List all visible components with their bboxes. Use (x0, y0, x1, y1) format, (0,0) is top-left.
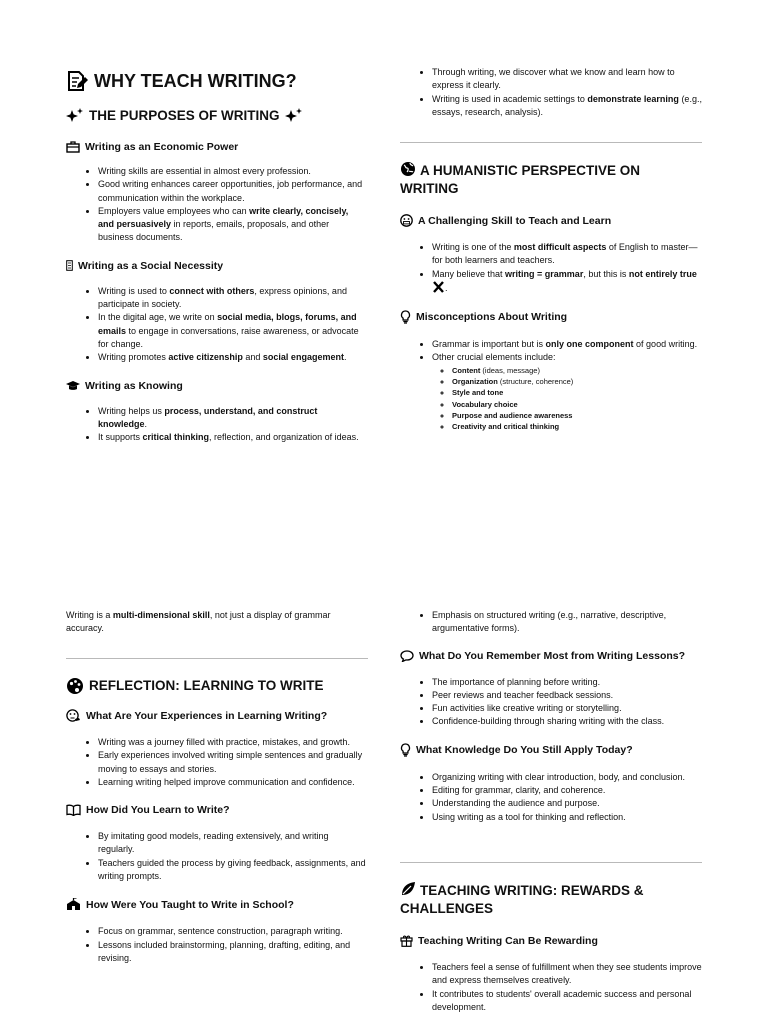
list-item: • Lessons included brainstorming, planning, drafting, editing, and revising. (98, 939, 366, 966)
list-item: • Writing helps us process, understand, and construct knowledge. (98, 405, 366, 432)
social-list (66, 285, 366, 365)
list-item: • Writing promotes active citizenship and social engagement. (98, 351, 366, 364)
list-item: • Peer reviews and teacher feedback sessions. (432, 689, 702, 702)
school-icon (66, 898, 81, 911)
knowledge-heading: What Knowledge Do You Still Apply Today? (400, 743, 702, 757)
list-item: • The importance of planning before writing. (432, 676, 702, 689)
list-item: • In the digital age, we write on social media, blogs, forums, and emails to engage in conversations, raise awareness, or advocate for change. (98, 311, 366, 351)
artist-palette-icon (66, 677, 84, 695)
list-item: • Understanding the audience and purpose. (432, 797, 702, 810)
list-item: • Writing skills are essential in almost every profession. (98, 165, 366, 178)
misconceptions-list (400, 338, 702, 432)
graduation-cap-icon (66, 380, 80, 392)
speech-bubble-icon (400, 650, 414, 662)
cross-mark-icon (432, 281, 445, 293)
section-divider (400, 862, 702, 863)
list-item: • Using writing as a tool for thinking and reflection. (432, 811, 702, 824)
purposes-heading: THE PURPOSES OF WRITING (66, 107, 366, 125)
list-item: ◦ Style and tone (452, 387, 702, 398)
list-item: • Focus on grammar, sentence construction, paragraph writing. (98, 925, 366, 938)
social-heading: Writing as a Social Necessity (66, 260, 366, 272)
economic-heading: Writing as an Economic Power (66, 141, 366, 153)
list-item: • Fun activities like creative writing or storytelling. (432, 702, 702, 715)
list-item: ◦ Vocabulary choice (452, 399, 702, 410)
challenging-list (400, 241, 702, 295)
list-item: • Writing was a journey filled with practice, mistakes, and growth. (98, 736, 366, 749)
remember-list (400, 676, 702, 729)
list-item: • Writing is used in academic settings to demonstrate learning (e.g., essays, research, analysis). (432, 93, 702, 120)
list-item: ◦ Purpose and audience awareness (452, 410, 702, 421)
list-item: • Confidence-building through sharing writing with the class. (432, 715, 702, 728)
experiences-heading: What Are Your Experiences in Learning Writing? (66, 709, 366, 722)
gift-icon (400, 934, 413, 947)
briefcase-icon (66, 141, 80, 153)
list-item: ◦ Organization (structure, coherence) (452, 376, 702, 387)
list-item: • By imitating good models, reading extensively, and writing regularly. (98, 830, 366, 857)
taught-list (66, 925, 366, 965)
list-item: • Teachers guided the process by giving feedback, assignments, and writing prompts. (98, 857, 366, 884)
learned-list (66, 830, 366, 883)
misconceptions-heading: Misconceptions About Writing (400, 310, 702, 324)
light-bulb-icon (400, 310, 411, 324)
teaching-heading: TEACHING WRITING: REWARDS & CHALLENGES (400, 883, 644, 916)
taught-heading: How Were You Taught to Write in School? (66, 898, 366, 911)
elements-sublist (432, 365, 702, 433)
globe-icon (400, 161, 416, 177)
list-item: • Through writing, we discover what we know and learn how to express it clearly. (432, 66, 702, 93)
taught-continued-list (400, 609, 702, 636)
reflection-heading: REFLECTION: LEARNING TO WRITE (66, 677, 366, 695)
list-item: • Grammar is important but is only one component of good writing. (432, 338, 702, 351)
knowing-heading: Writing as Knowing (66, 380, 366, 392)
list-item: • Editing for grammar, clarity, and coherence. (432, 784, 702, 797)
learned-heading: How Did You Learn to Write? (66, 804, 366, 816)
knowing-continued-list (400, 66, 702, 119)
challenging-heading: A Challenging Skill to Teach and Learn (400, 214, 702, 227)
economic-list (66, 165, 366, 245)
knowing-list (66, 405, 366, 445)
bottom-right-column (400, 609, 702, 824)
list-item: • Writing is used to connect with others, express opinions, and participate in society. (98, 285, 366, 312)
rewarding-heading: Teaching Writing Can Be Rewarding (400, 934, 702, 947)
intro-paragraph: Writing is a multi-dimensional skill, not just a display of grammar accuracy. (66, 610, 331, 634)
list-item: • Teachers feel a sense of fulfillment when they see students improve and express themselves creatively. (432, 961, 702, 988)
top-right-column (400, 66, 702, 119)
sparkles-icon (285, 108, 303, 124)
placeholder-box-icon (66, 260, 73, 271)
list-item: • Employers value employees who can write clearly, concisely, and persuasively in reports, emails, proposals, and other business documents. (98, 205, 366, 245)
list-item: • Learning writing helped improve communication and confidence. (98, 776, 366, 789)
reflection-section (66, 677, 366, 965)
knowledge-list (400, 771, 702, 824)
remember-heading: What Do You Remember Most from Writing Lessons? (400, 650, 702, 662)
list-item: • It contributes to students' overall academic success and personal development. (432, 988, 702, 1015)
bottom-left-column (66, 609, 366, 636)
list-item: • Early experiences involved writing simple sentences and gradually moving to essays and stories. (98, 749, 366, 776)
page-title: WHY TEACH WRITING? (66, 70, 366, 92)
humanistic-heading: A HUMANISTIC PERSPECTIVE ON WRITING (400, 163, 641, 196)
open-book-icon (66, 804, 81, 816)
top-left-column (66, 70, 366, 444)
experiences-list (66, 736, 366, 789)
teaching-section (400, 881, 702, 1014)
list-item: • Writing is one of the most difficult aspects of English to master—for both learners and teachers. (432, 241, 702, 268)
leaf-icon (400, 881, 416, 897)
memo-icon (66, 70, 88, 92)
rewarding-list (400, 961, 702, 1014)
list-item: • Organizing writing with clear introduction, body, and conclusion. (432, 771, 702, 784)
list-item: • Many believe that writing = grammar, but this is not entirely true . (432, 268, 702, 296)
list-item: ◦ Content (ideas, message) (452, 365, 702, 376)
list-item: • Emphasis on structured writing (e.g., narrative, descriptive, argumentative forms). (432, 609, 702, 636)
humanistic-section (400, 161, 702, 433)
sparkles-icon (66, 108, 84, 124)
list-item: • Other crucial elements include: ◦ Content (ideas, message) ◦ Organization (structure, coherence) ◦ Style and tone ◦ Vocabulary choice ◦ Purpose and audience awareness ◦ Creativity and critical thinking (432, 351, 702, 432)
list-item: • It supports critical thinking, reflection, and organization of ideas. (98, 431, 366, 444)
section-divider (400, 142, 702, 143)
grimacing-face-icon (400, 214, 413, 227)
light-bulb-icon (400, 743, 411, 757)
thinking-face-icon (66, 709, 81, 722)
section-divider (66, 658, 368, 659)
list-item: • Good writing enhances career opportunities, job performance, and communication within the workplace. (98, 178, 366, 205)
list-item: ◦ Creativity and critical thinking (452, 421, 702, 432)
